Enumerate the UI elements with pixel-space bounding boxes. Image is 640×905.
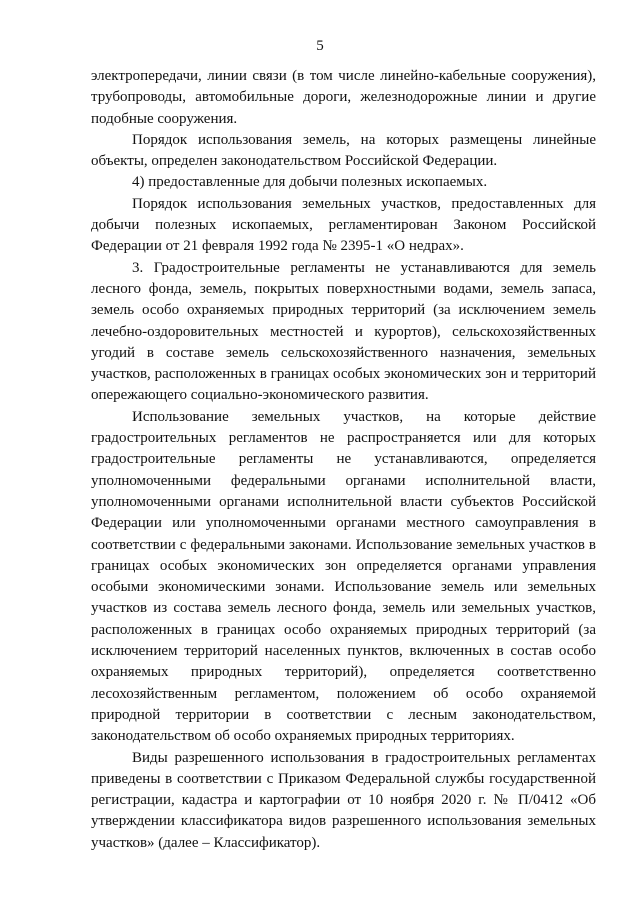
paragraph-section-3: 3. Градостроительные регламенты не устанавливаются для земель лесного фонда, земель, покрытых поверхностными водами, земель запаса, земель особо охраняемых природных территорий (за исключением земель лечебно-оздоровительных местностей и курортов), сельскохозяйственных угодий в составе земель сельскохозяйственного назначения, земельных участков, расположенных в границах особых экономических зон и территорий опережающего социально-экономического развития. [91,259,596,404]
paragraph-permitted-use-classifier: Виды разрешенного использования в градостроительных регламентах приведены в соответствии с Приказом Федеральной службы государственной регистрации, кадастра и картографии от 10 ноября 2020 г. № П/0412 «Об утверждении классификатора видов разрешенного использования земельных участков» (далее – Классификатор). [91,749,596,851]
paragraph-linear-structures-continued: электропередачи, линии связи (в том числе линейно-кабельные сооружения), трубопроводы, автомобильные дороги, железнодорожные линии и другие подобные сооружения. [91,68,596,127]
paragraph-mineral-extraction-item: 4) предоставленные для добычи полезных ископаемых. [132,174,488,191]
page-number: 5 [316,38,324,54]
paragraph-land-use-authority: Использование земельных участков, на которые действие градостроительных регламентов не распространяется или для которых градостроительные регламенты не устанавливаются, определяется уполномоченными федеральными органами исполнительной власти, уполномоченными органами исполнительной власти субъектов Российской Федерации или уполномоченными органами местного самоуправления в соответствии с федеральными законами. Использование земельных участков в границах особых экономических зон определяется органами управления особыми экономическими зонами. Использование земель или земельных участков из состава земель лесного фонда, земель или земельных участков, расположенных в границах особо охраняемых природных территорий (за исключением территорий населенных пунктов, включенных в состав особо охраняемых природных территорий), определяется соответственно лесохозяйственным регламентом, положением об особо охраняемой природной территории в соответствии с лесным законодательством, законодательством об особо охраняемых природных территориях. [91,408,596,745]
document-body [91,66,596,854]
paragraph-linear-objects-order: Порядок использования земель, на которых размещены линейные объекты, определен законодательством Российской Федерации. [91,131,596,170]
paragraph-mineral-extraction-order: Порядок использования земельных участков, предоставленных для добычи полезных ископаемых, регламентирован Законом Российской Федерации от 21 февраля 1992 года № 2395-1 «О недрах». [91,195,596,255]
